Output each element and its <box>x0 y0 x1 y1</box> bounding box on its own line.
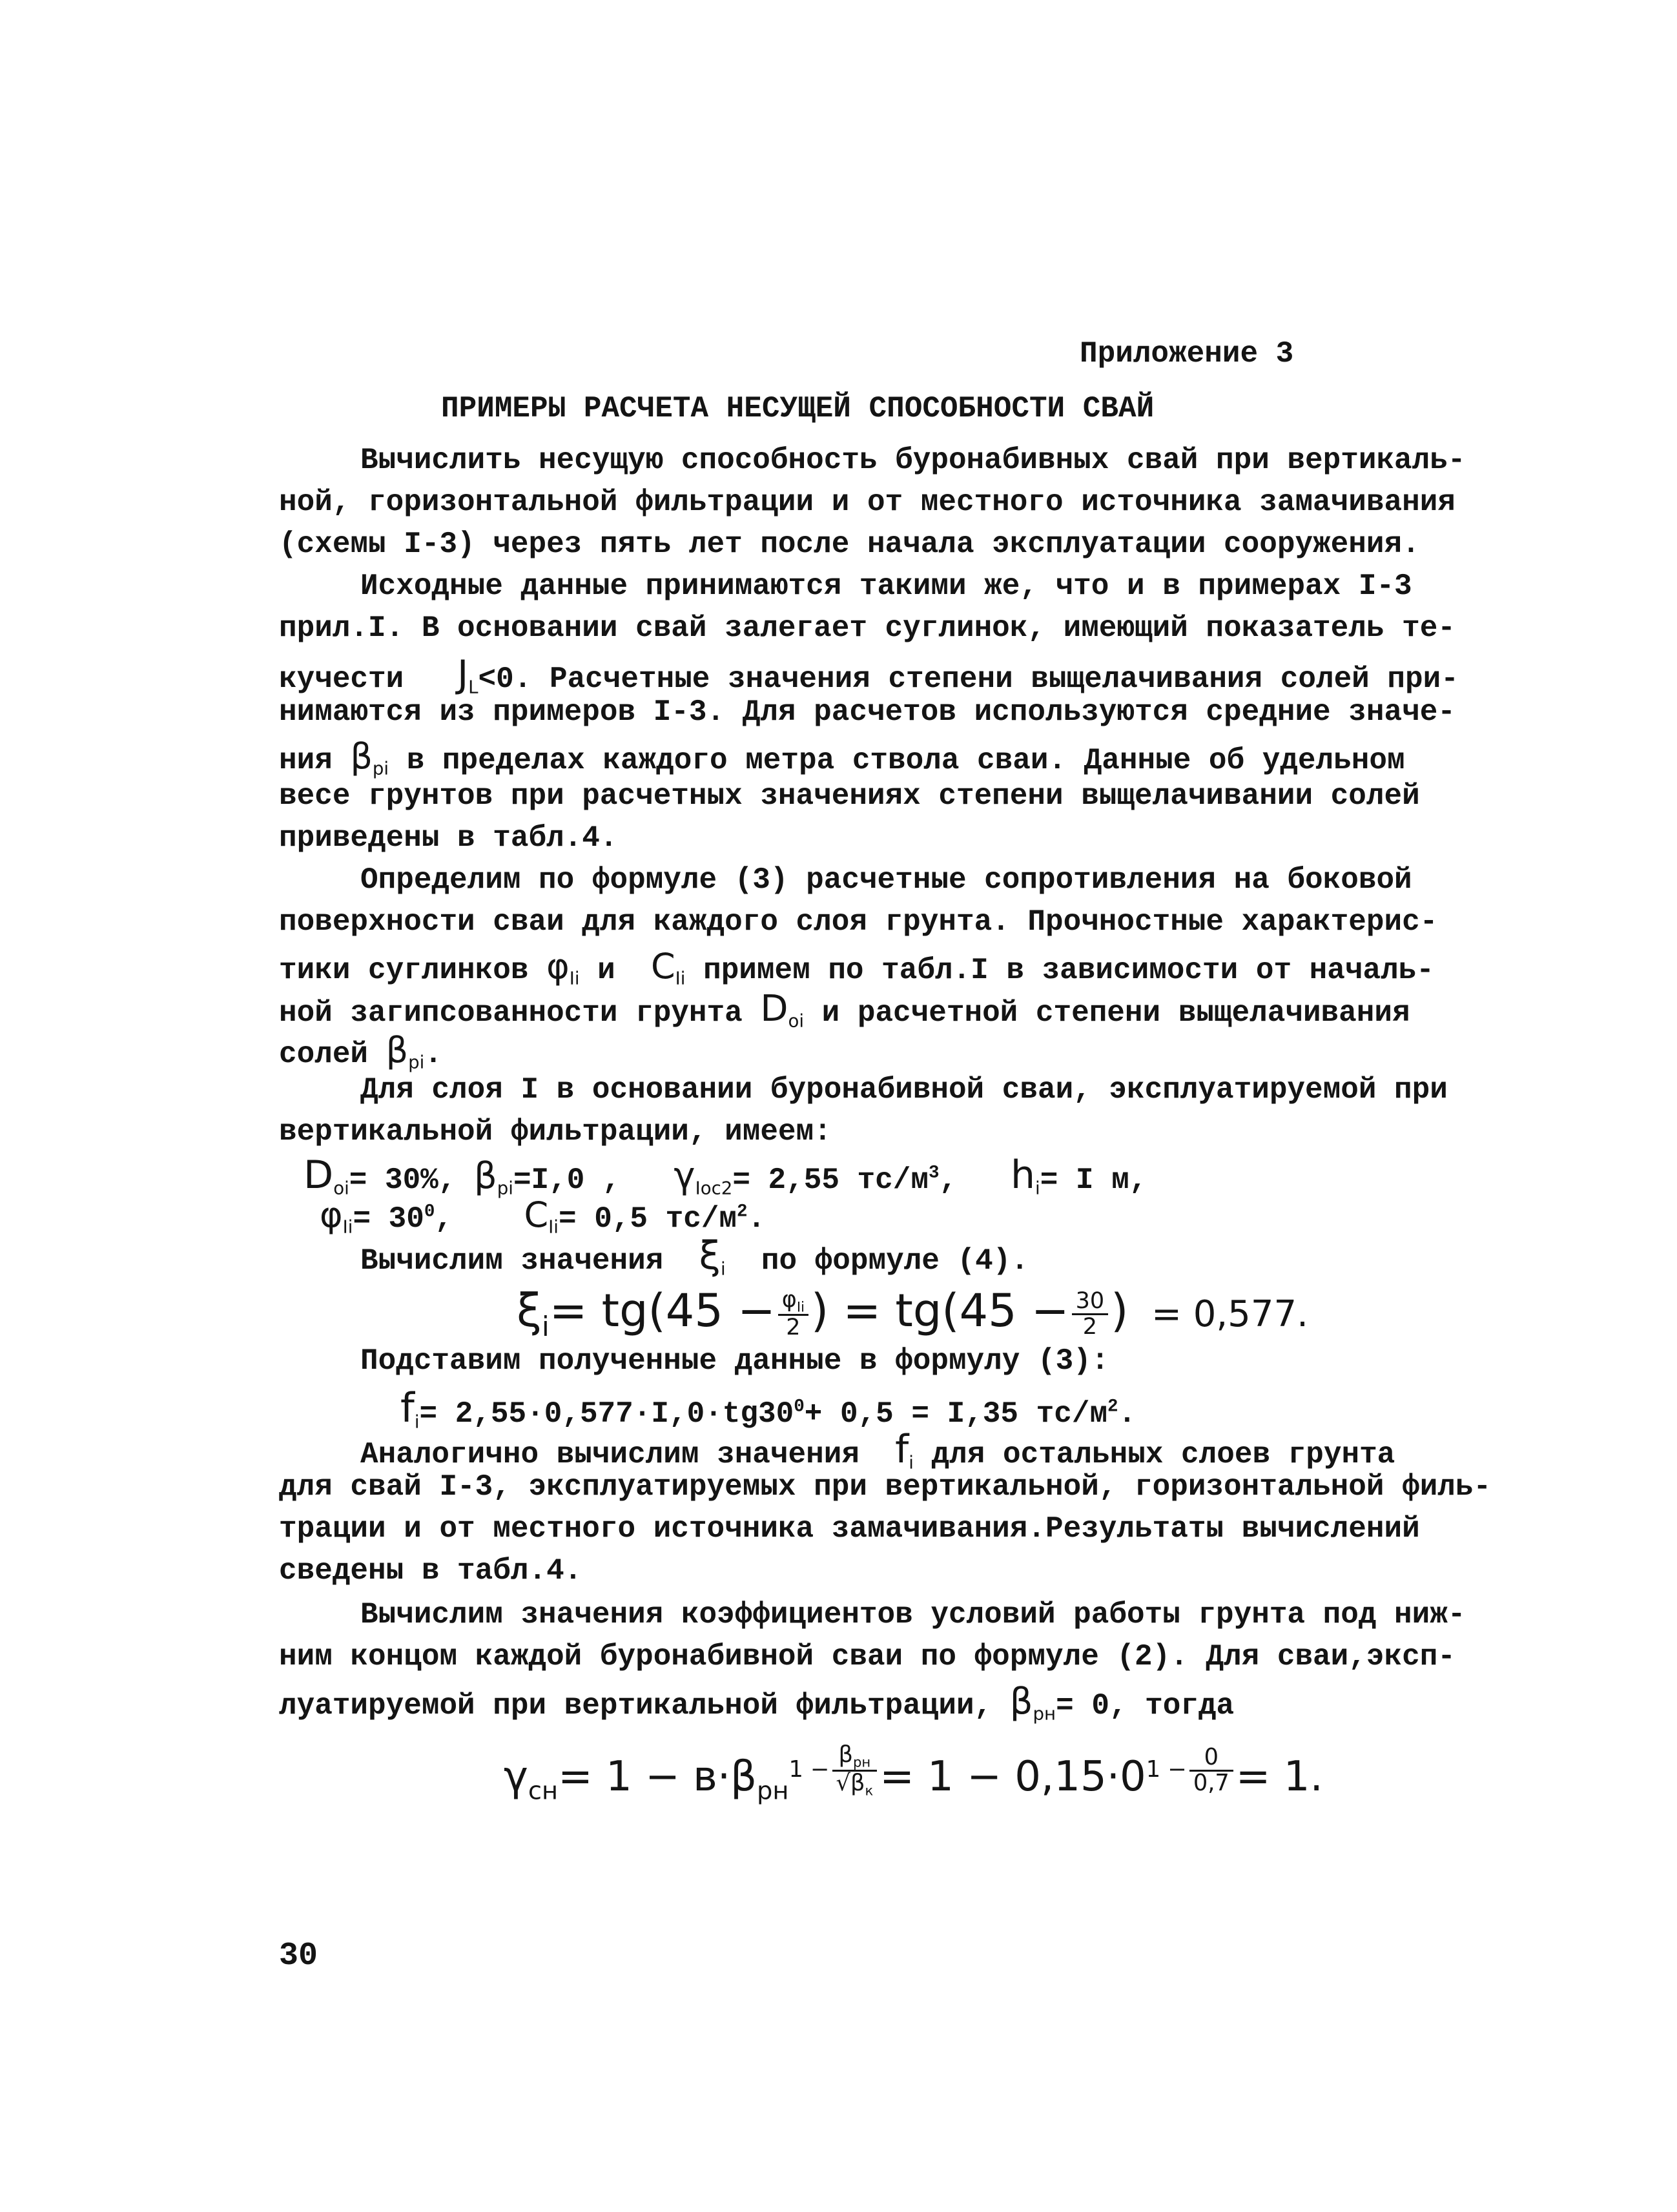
text-line: Вычислим значения $\xi_i$ по формуле (4). <box>360 1233 1029 1280</box>
text-line: ним концом каждой буронабивной сваи по формуле (2). Для сваи,эксп- <box>279 1640 1456 1674</box>
text-line: поверхности сваи для каждого слоя грунта. Прочностные характерис- <box>279 905 1438 939</box>
text-line: (схемы I-3) через пять лет после начала эксплуатации сооружения. <box>279 527 1420 561</box>
text-line: Для слоя I в основании буронабивной сваи, эксплуатируемой при <box>360 1073 1448 1107</box>
text-line: солей $\beta_{pi}$. <box>279 1030 442 1073</box>
text-line: для свай I-3, эксплуатируемых при вертикальной, горизонтальной филь- <box>279 1470 1492 1504</box>
text-line: тики суглинков $\varphi_{Ii}$ и $C_{Ii}$ примем по табл.I в зависимости от началь- <box>279 946 1434 989</box>
text-line: Определим по формуле (3) расчетные сопротивления на боковой <box>360 863 1412 897</box>
text-line: ной загипсованности грунта $D_{oi}$ и расчетной степени выщелачивания <box>279 988 1410 1032</box>
text-line: сведены в табл.4. <box>279 1554 582 1588</box>
given-values-line-1: $D_{oi}= 30\%$, $\beta_{pi}=I,0$ , $\gamma_{Ioc2}= 2,55$ $тс/м^3$, $h_i= I$ м, <box>304 1152 1147 1199</box>
text-line: ния $\beta_{pi}$ в пределах каждого метра ствола сваи. Данные об удельном <box>279 736 1405 779</box>
page-number: 30 <box>279 1938 318 1974</box>
text-line: приведены в табл.4. <box>279 821 618 855</box>
text-line: Подставим полученные данные в формулу (3): <box>360 1344 1109 1378</box>
text-line: кучести $J_L<0$. Расчетные значения степени выщелачивания солей при- <box>279 652 1459 698</box>
text-line: луатируемой при вертикальной фильтрации, $\beta_{pн}= 0$, тогда <box>279 1681 1235 1725</box>
formula-f: $f_i= 2,55\cdot 0,577\cdot I,0\cdot tg30^0+ 0,5 = I,35$ $тс/м^2$. <box>400 1384 1137 1433</box>
text-line: Аналогично вычислим значения $f_i$ для остальных слоев грунта <box>360 1427 1395 1473</box>
given-values-line-2: $\varphi_{Ii}= 30^0$, $C_{Ii}= 0,5$ $тс/м^2$. <box>320 1194 766 1238</box>
text-line: вертикальной фильтрации, имеем: <box>279 1115 832 1149</box>
formula-xi: $\xi_i= tg(45$ − $\frac{\varphi_{Ii}}{2}$ ) = tg(45 − $\frac{30}{2}$ ) = 0,577. <box>517 1284 1308 1342</box>
section-title: ПРИМЕРЫ РАСЧЕТА НЕСУЩЕЙ СПОСОБНОСТИ СВАЙ <box>441 392 1155 425</box>
text-line: Вычислим значения коэффициентов условий работы грунта под ниж- <box>360 1598 1466 1632</box>
appendix-label: Приложение 3 <box>1080 337 1294 371</box>
text-line: весе грунтов при расчетных значениях степени выщелачивании солей <box>279 779 1420 813</box>
text-line: трации и от местного источника замачивания.Результаты вычислений <box>279 1512 1420 1546</box>
formula-gamma: $\gamma_{cн}= 1 - в\cdot\beta_{pн}^{1 - \frac{\beta_{pн}}{√\beta_к}}$ = $1 - 0,15\cdot 0^{1 - \frac{0}{0,7}}$ = 1. <box>504 1741 1323 1806</box>
text-line: нимаются из примеров I-3. Для расчетов используются средние значе- <box>279 695 1456 729</box>
text-line: Исходные данные принимаются такими же, что и в примерах I-3 <box>360 569 1412 603</box>
text-line: Вычислить несущую способность буронабивных свай при вертикаль- <box>360 444 1466 477</box>
text-line: ной, горизонтальной фильтрации и от местного источника замачивания <box>279 486 1456 519</box>
text-line: прил.I. В основании свай залегает суглинок, имеющий показатель те- <box>279 611 1456 645</box>
